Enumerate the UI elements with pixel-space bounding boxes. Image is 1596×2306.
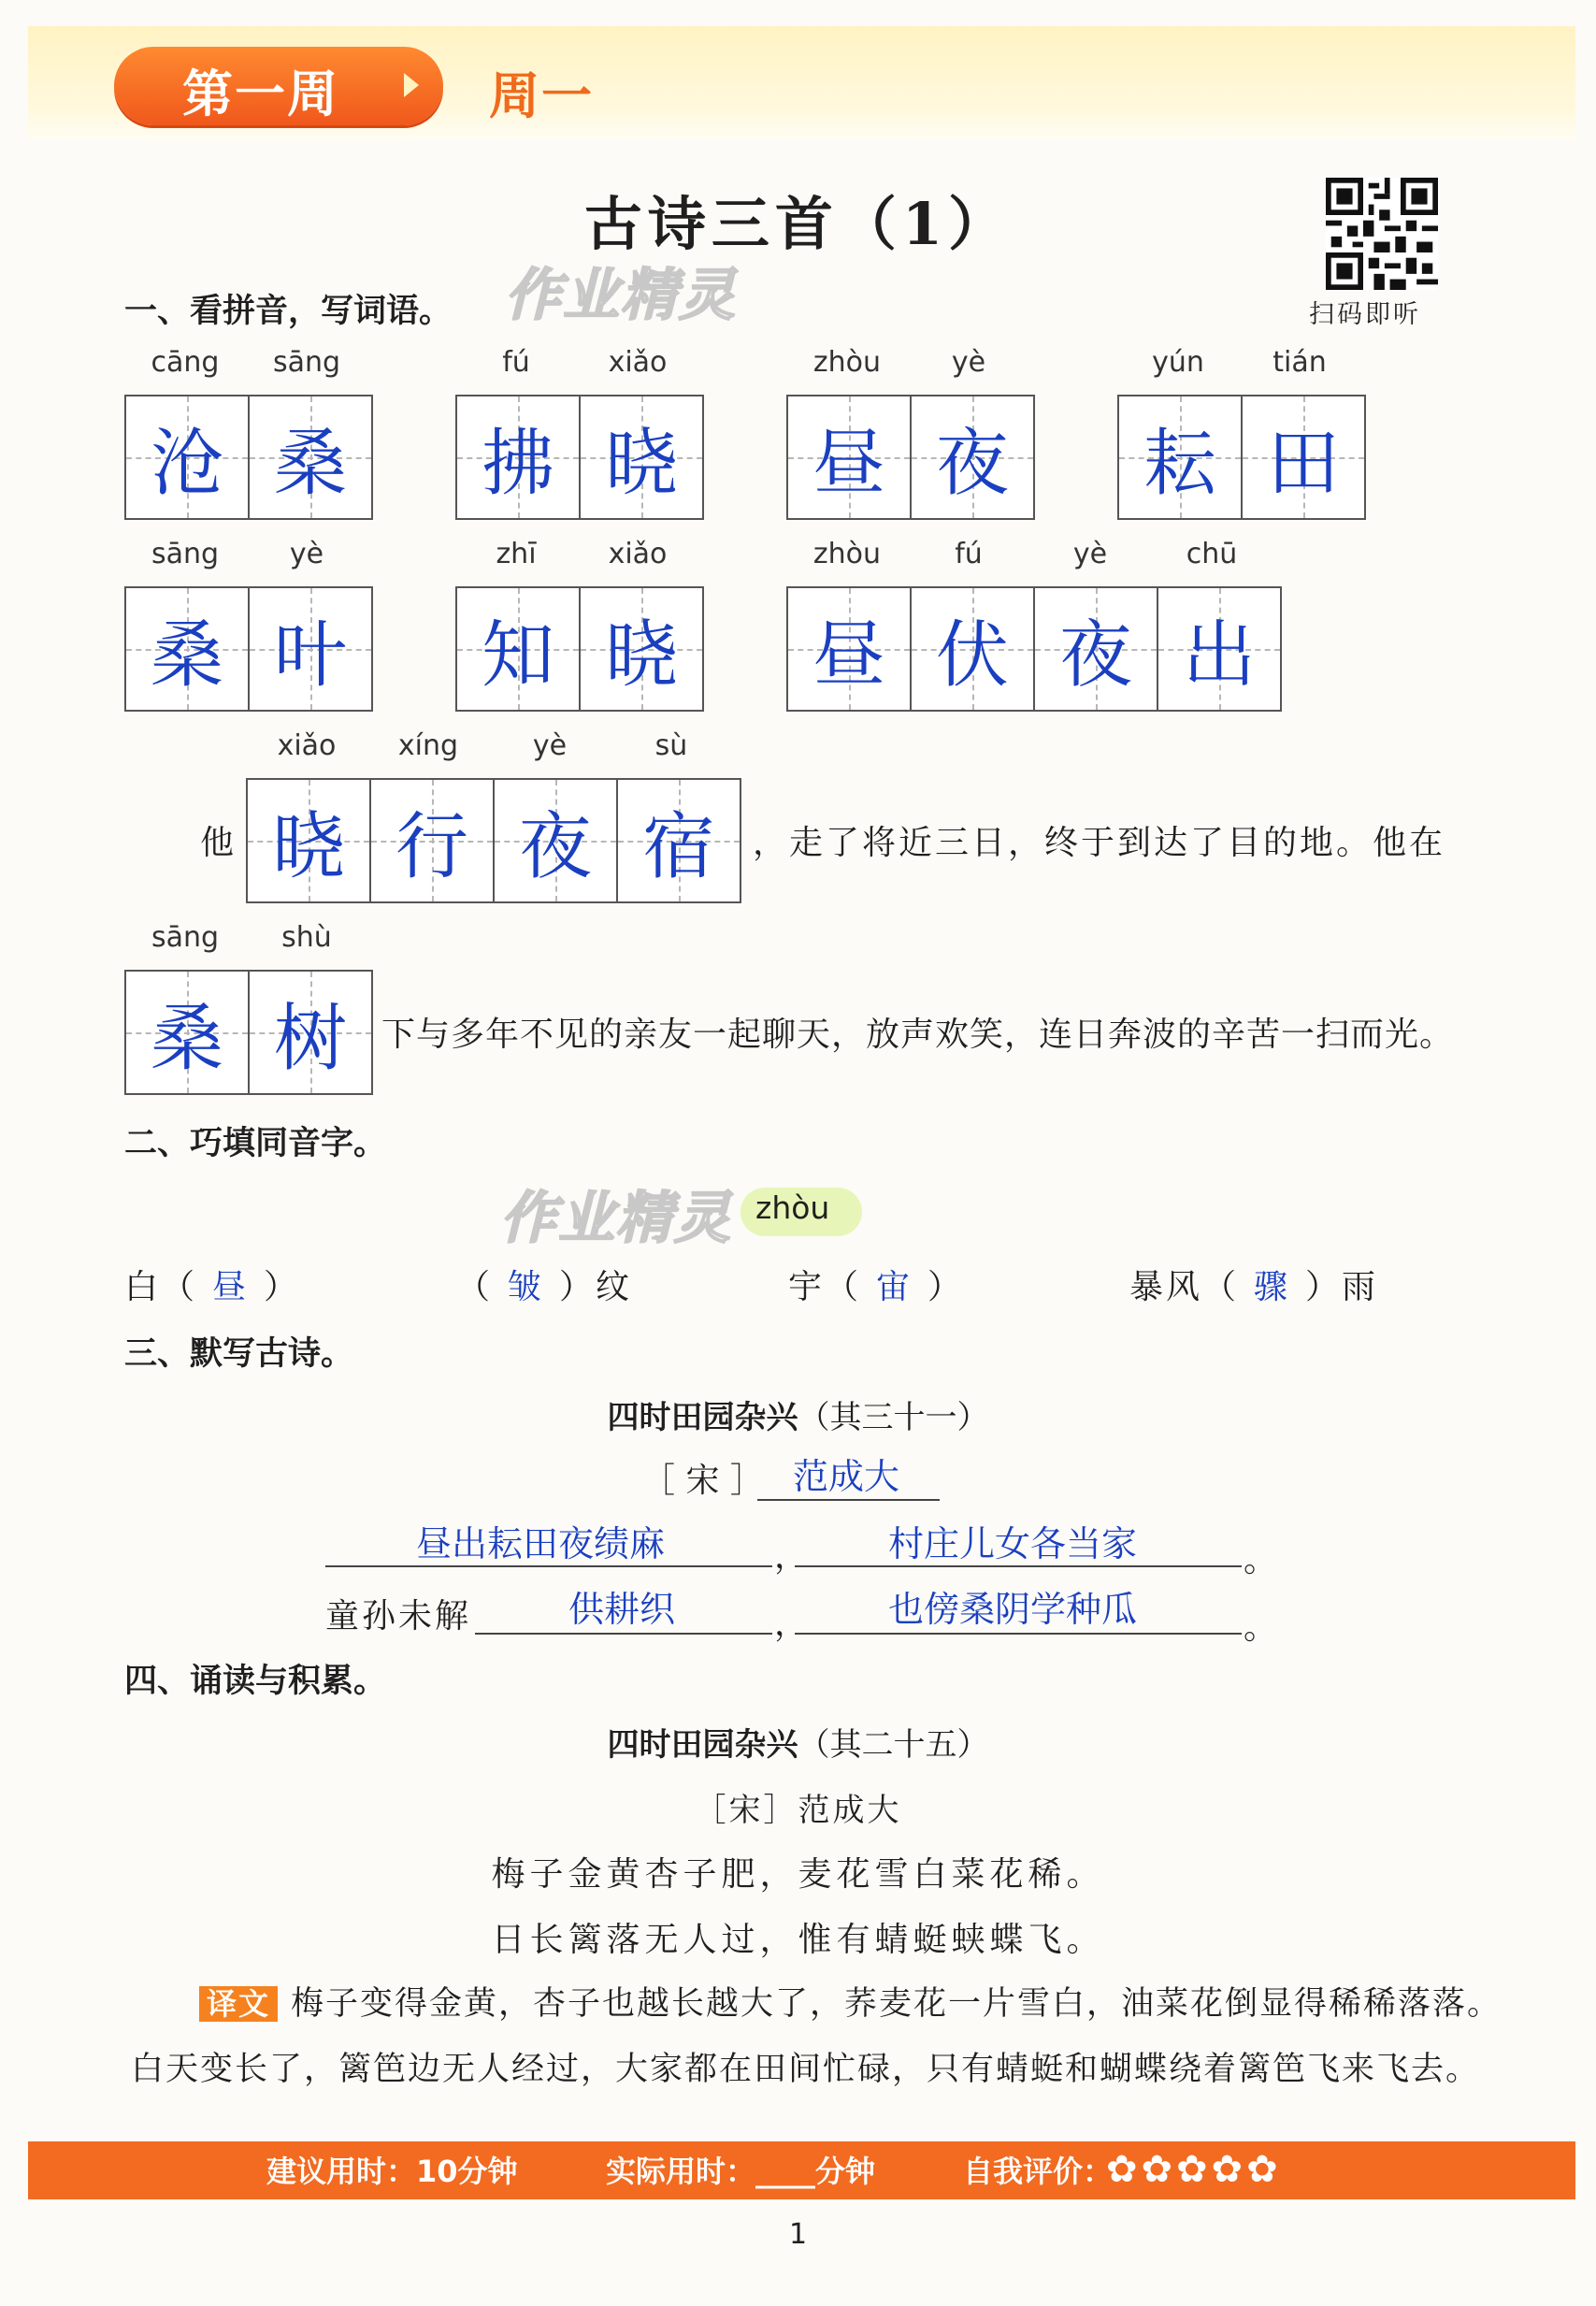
fill-text: 宇（ <box>788 1268 862 1306</box>
char-answer: 知 <box>481 613 554 698</box>
char-cell[interactable] <box>457 588 581 710</box>
char-answer: 沧 <box>150 422 223 506</box>
char-answer: 桑 <box>150 613 223 698</box>
sentence-text: 下与多年不见的亲友一起聊天，放声欢笑，连日奔波的辛苦一扫而光。 <box>381 1016 1455 1054</box>
writing-grid <box>786 586 1282 712</box>
char-answer: 耘 <box>1143 422 1216 506</box>
suggested-time: 建议用时：10分钟 <box>266 2154 518 2189</box>
char-answer: 行 <box>395 805 468 889</box>
qr-code-icon[interactable] <box>1326 178 1438 290</box>
char-cell[interactable] <box>912 396 1033 518</box>
fill-text: 白（ <box>124 1268 198 1306</box>
self-eval-label: 自我评价： <box>963 2154 1114 2189</box>
translation-label: 译文 <box>199 1986 278 2022</box>
char-answer: 树 <box>273 997 347 1081</box>
char-cell[interactable] <box>457 396 581 518</box>
pinyin-label: sāng <box>272 346 341 379</box>
word-box <box>455 538 704 712</box>
char-cell[interactable] <box>581 588 702 710</box>
poem-answer[interactable]: 也傍桑阴学种瓜 <box>888 1589 1138 1630</box>
pinyin-label: xiǎo <box>608 538 668 570</box>
writing-grid <box>455 586 704 712</box>
star-icon[interactable]: ✿ <box>1246 2148 1278 2191</box>
word-group <box>124 921 373 1095</box>
char-answer: 晓 <box>604 613 678 698</box>
pinyin-label: chū <box>1186 538 1238 570</box>
word-box <box>786 346 1035 520</box>
page-number: 1 <box>788 2218 808 2251</box>
char-cell[interactable] <box>250 972 371 1093</box>
fill-row <box>124 1261 1508 1307</box>
pinyin-label: zhī <box>496 538 537 570</box>
char-cell[interactable] <box>1119 396 1243 518</box>
word-box <box>124 921 373 1095</box>
char-cell[interactable] <box>250 588 371 710</box>
writing-grid <box>1117 395 1366 520</box>
pinyin-label: yè <box>289 538 324 570</box>
pinyin-label: sāng <box>151 921 220 954</box>
pinyin-label: xiǎo <box>608 346 668 379</box>
char-answer: 拂 <box>481 422 554 506</box>
watermark: 作业精灵 <box>500 1186 732 1251</box>
writing-grid <box>124 970 373 1095</box>
answer-line <box>795 1633 1242 1635</box>
pinyin-label: fú <box>502 346 530 379</box>
period: 。 <box>1244 1608 1278 1647</box>
poem-answer[interactable]: 供耕织 <box>568 1589 676 1630</box>
answer-line <box>757 1499 940 1501</box>
poem-title-main: 四时田园杂兴 <box>607 1399 798 1436</box>
word-group <box>246 729 741 903</box>
translation-line <box>199 1978 1502 2025</box>
char-cell[interactable] <box>495 780 618 901</box>
day-label: 周一 <box>489 66 594 125</box>
char-answer: 晓 <box>271 805 345 889</box>
char-answer: 夜 <box>935 422 1009 506</box>
pinyin-label: zhòu <box>812 538 882 570</box>
char-cell[interactable] <box>1243 396 1364 518</box>
period: 。 <box>1244 1541 1278 1579</box>
comma: ， <box>774 1537 809 1576</box>
char-answer: 田 <box>1266 422 1340 506</box>
word-box <box>124 538 373 712</box>
pinyin-label: shù <box>281 921 332 954</box>
author-answer[interactable]: 范成大 <box>793 1456 900 1497</box>
fill-text: ） <box>927 1268 965 1306</box>
poem-answer[interactable]: 村庄儿女各当家 <box>888 1523 1138 1564</box>
star-icon[interactable]: ✿ <box>1211 2148 1244 2191</box>
pinyin-label: yún <box>1152 346 1204 379</box>
char-cell[interactable] <box>126 588 250 710</box>
fill-answer[interactable]: 骤 <box>1254 1268 1291 1306</box>
char-answer: 夜 <box>518 805 592 889</box>
pinyin-label: yè <box>532 729 568 762</box>
pinyin-label: yè <box>951 346 986 379</box>
fill-item <box>456 1261 632 1308</box>
comma: ， <box>774 1605 809 1643</box>
word-box <box>124 346 373 520</box>
char-answer: 桑 <box>150 997 223 1081</box>
fill-item <box>1129 1261 1378 1308</box>
fill-answer[interactable]: 昼 <box>212 1268 250 1306</box>
char-answer: 出 <box>1182 613 1256 698</box>
poem-title <box>0 1391 1596 1437</box>
poem-title-sub: （其三十一） <box>798 1399 989 1436</box>
word-row <box>124 346 1448 520</box>
watermark: 作业精灵 <box>505 263 737 328</box>
char-cell[interactable] <box>248 780 371 901</box>
pinyin-label: sāng <box>151 538 220 570</box>
pinyin-label: tián <box>1272 346 1327 379</box>
char-answer: 叶 <box>273 613 347 698</box>
answer-line <box>475 1633 772 1635</box>
pinyin-label: sù <box>654 729 688 762</box>
rating-stars[interactable] <box>1106 2148 1282 2191</box>
char-cell[interactable] <box>1158 588 1280 710</box>
fill-item <box>788 1261 964 1308</box>
pinyin-hint: zhòu <box>755 1189 830 1226</box>
char-cell[interactable] <box>250 396 371 518</box>
char-cell[interactable] <box>1035 588 1158 710</box>
writing-grid <box>124 395 373 520</box>
word-box <box>455 346 704 520</box>
char-answer: 桑 <box>273 422 347 506</box>
translation-text: 梅子变得金黄，杏子也越长越大了，荞麦花一片雪白，油菜花倒显得稀稀落落。 <box>291 1985 1503 2023</box>
char-cell[interactable] <box>618 780 740 901</box>
char-cell[interactable] <box>912 588 1035 710</box>
poem-title-sub: （其二十五） <box>798 1726 989 1764</box>
char-cell[interactable] <box>126 396 250 518</box>
poem-author: ［宋］范成大 <box>694 1792 902 1829</box>
section-heading: 四、诵读与积累。 <box>124 1663 387 1700</box>
fill-item <box>124 1261 300 1308</box>
writing-grid <box>124 586 373 712</box>
section-heading: 一、看拼音，写词语。 <box>124 293 453 330</box>
section-heading: 三、默写古诗。 <box>124 1335 354 1373</box>
pinyin-label: fú <box>955 538 983 570</box>
poem-prefix: 童孙未解 <box>325 1597 472 1636</box>
word-box <box>1117 346 1366 520</box>
char-cell[interactable] <box>581 396 702 518</box>
pinyin-label: xiǎo <box>277 729 337 762</box>
sentence-prefix: 他 <box>200 824 237 862</box>
page-title: 古诗三首（1） <box>583 190 1013 258</box>
pinyin-label: xíng <box>397 729 459 762</box>
char-answer: 宿 <box>641 805 715 889</box>
star-icon[interactable]: ✿ <box>1141 2148 1173 2191</box>
char-answer: 昼 <box>812 422 885 506</box>
fill-text: ）雨 <box>1305 1268 1379 1306</box>
fill-text: （ <box>456 1268 494 1306</box>
char-answer: 晓 <box>604 422 678 506</box>
writing-grid <box>455 395 704 520</box>
fill-text: 暴风（ <box>1129 1268 1240 1306</box>
char-cell[interactable] <box>126 972 250 1093</box>
poem-title <box>0 1719 1596 1765</box>
char-answer: 伏 <box>935 613 1009 698</box>
dynasty: ［ 宋 ］ <box>641 1462 764 1500</box>
section-heading: 二、巧填同音字。 <box>124 1125 387 1162</box>
fill-text: ）纹 <box>559 1268 633 1306</box>
char-cell[interactable] <box>371 780 495 901</box>
fill-text: ） <box>264 1268 301 1306</box>
writing-grid <box>246 778 741 903</box>
fill-answer[interactable]: 宙 <box>876 1268 913 1306</box>
poem-title-main: 四时田园杂兴 <box>607 1726 798 1764</box>
word-row <box>124 538 1364 712</box>
pinyin-label: zhòu <box>812 346 882 379</box>
char-cell[interactable] <box>788 588 912 710</box>
poem-answer[interactable]: 昼出耘田夜绩麻 <box>416 1523 666 1564</box>
pinyin-label: cāng <box>151 346 220 379</box>
char-cell[interactable] <box>788 396 912 518</box>
char-answer: 夜 <box>1058 613 1132 698</box>
arrow-icon <box>404 73 419 97</box>
word-box <box>246 729 741 903</box>
char-answer: 昼 <box>812 613 885 698</box>
word-box <box>786 538 1282 712</box>
qr-label: 扫码即听 <box>1309 300 1421 329</box>
star-icon[interactable]: ✿ <box>1176 2148 1208 2191</box>
poem-line: 梅子金黄杏子肥，麦花雪白菜花稀。 <box>491 1855 1105 1894</box>
actual-time[interactable]: 实际用时：____分钟 <box>606 2154 876 2189</box>
writing-grid <box>786 395 1035 520</box>
fill-answer[interactable]: 皱 <box>508 1268 545 1306</box>
star-icon[interactable]: ✿ <box>1106 2148 1138 2191</box>
poem-line: 日长篱落无人过，惟有蜻蜓蛱蝶飞。 <box>491 1921 1105 1959</box>
translation-text: 白天变长了，篱笆边无人经过，大家都在田间忙碌，只有蜻蜓和蝴蝶绕着篱笆飞来飞去。 <box>131 2051 1481 2088</box>
pinyin-label: yè <box>1072 538 1108 570</box>
week-label: 第一周 <box>182 65 339 123</box>
sentence-text: ，走了将近三日，终于到达了目的地。他在 <box>753 824 1446 862</box>
